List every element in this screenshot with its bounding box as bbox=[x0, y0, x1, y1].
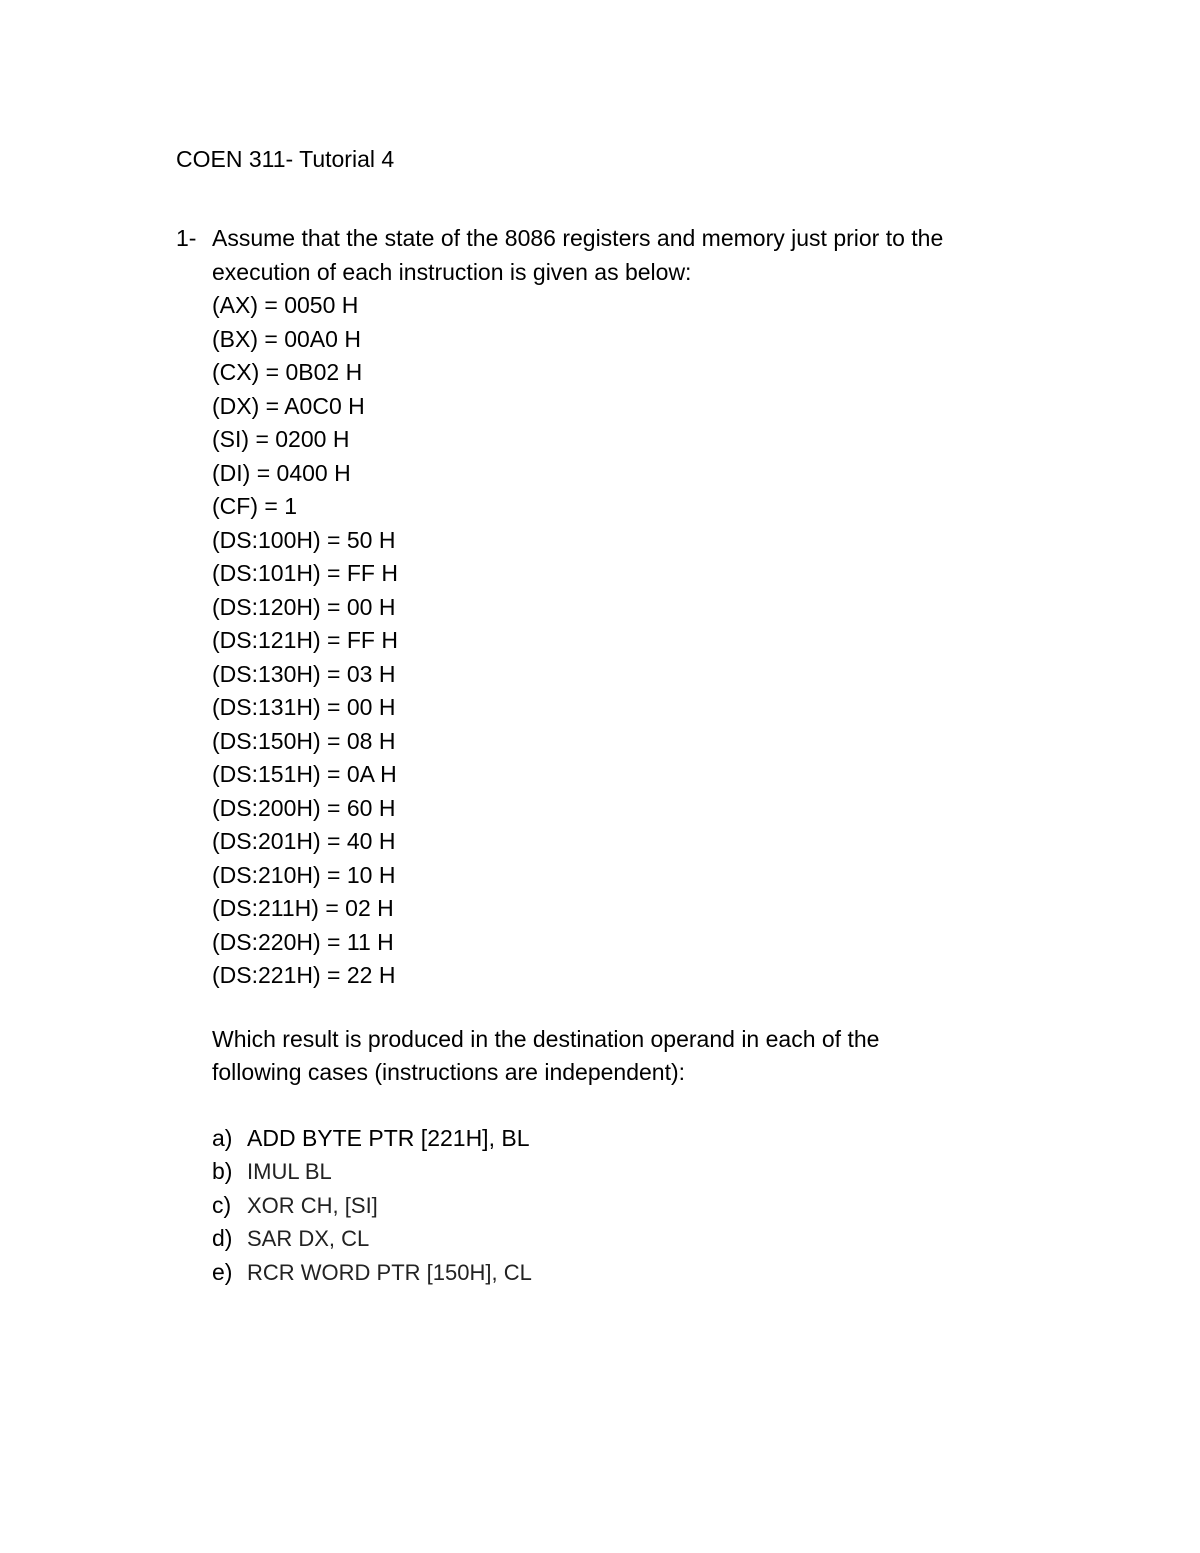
spacer bbox=[212, 993, 1056, 1023]
state-item: (DS:151H) = 0A H bbox=[212, 761, 397, 787]
question-number: 1- bbox=[176, 225, 197, 251]
state-item: (BX) = 00A0 H bbox=[212, 325, 361, 352]
question-1 bbox=[176, 222, 1056, 1289]
page-title: COEN 311- Tutorial 4 bbox=[176, 146, 395, 172]
question-body bbox=[212, 222, 1056, 1289]
part-letter: b) bbox=[212, 1158, 233, 1184]
question-intro bbox=[212, 222, 1056, 289]
state-item: (DS:120H) = 00 H bbox=[212, 593, 396, 620]
state-item: (DI) = 0400 H bbox=[212, 459, 351, 486]
state-item: (SI) = 0200 H bbox=[212, 426, 350, 452]
state-item: (DS:100H) = 50 H bbox=[212, 526, 396, 553]
part-letter: c) bbox=[212, 1191, 232, 1218]
state-item: (DS:121H) = FF H bbox=[212, 627, 398, 653]
state-item: (DS:150H) = 08 H bbox=[212, 727, 396, 754]
part-d bbox=[212, 1222, 1056, 1256]
state-item: (DX) = A0C0 H bbox=[212, 392, 365, 419]
state-item: (DS:201H) = 40 H bbox=[212, 828, 396, 854]
prompt-line: following cases (instructions are independent): bbox=[212, 1059, 686, 1085]
state-item: (DS:131H) = 00 H bbox=[212, 694, 396, 720]
part-e bbox=[212, 1256, 1056, 1290]
state-item: (DS:200H) = 60 H bbox=[212, 794, 396, 821]
state-item: (AX) = 0050 H bbox=[212, 292, 359, 318]
state-item: (CX) = 0B02 H bbox=[212, 359, 363, 385]
spacer bbox=[212, 1090, 1056, 1122]
intro-line: Assume that the state of the 8086 registers and memory just prior to the bbox=[212, 225, 944, 251]
state-item: (DS:221H) = 22 H bbox=[212, 962, 396, 988]
part-instruction: ADD BYTE PTR [221H], BL bbox=[247, 1124, 530, 1151]
part-b bbox=[212, 1155, 1056, 1189]
part-letter: a) bbox=[212, 1124, 233, 1151]
part-letter: e) bbox=[212, 1258, 233, 1285]
part-instruction: XOR CH, [SI] bbox=[247, 1192, 378, 1218]
state-item: (DS:101H) = FF H bbox=[212, 560, 398, 586]
state-item: (DS:220H) = 11 H bbox=[212, 928, 394, 955]
instruction-parts-list bbox=[212, 1122, 1056, 1290]
part-instruction: SAR DX, CL bbox=[247, 1226, 370, 1251]
question-row bbox=[176, 222, 1056, 1289]
register-memory-state-list bbox=[212, 289, 1056, 993]
part-c bbox=[212, 1189, 1056, 1223]
state-item: (DS:211H) = 02 H bbox=[212, 895, 394, 921]
state-item: (DS:130H) = 03 H bbox=[212, 660, 396, 687]
state-item: (DS:210H) = 10 H bbox=[212, 861, 396, 888]
intro-line: execution of each instruction is given as below: bbox=[212, 258, 692, 285]
part-a bbox=[212, 1122, 1056, 1156]
prompt-line: Which result is produced in the destination operand in each of the bbox=[212, 1025, 880, 1052]
part-instruction: IMUL BL bbox=[247, 1159, 332, 1184]
part-instruction: RCR WORD PTR [150H], CL bbox=[247, 1259, 532, 1285]
question-prompt bbox=[212, 1023, 1056, 1090]
state-item: (CF) = 1 bbox=[212, 493, 297, 519]
part-letter: d) bbox=[212, 1225, 233, 1251]
